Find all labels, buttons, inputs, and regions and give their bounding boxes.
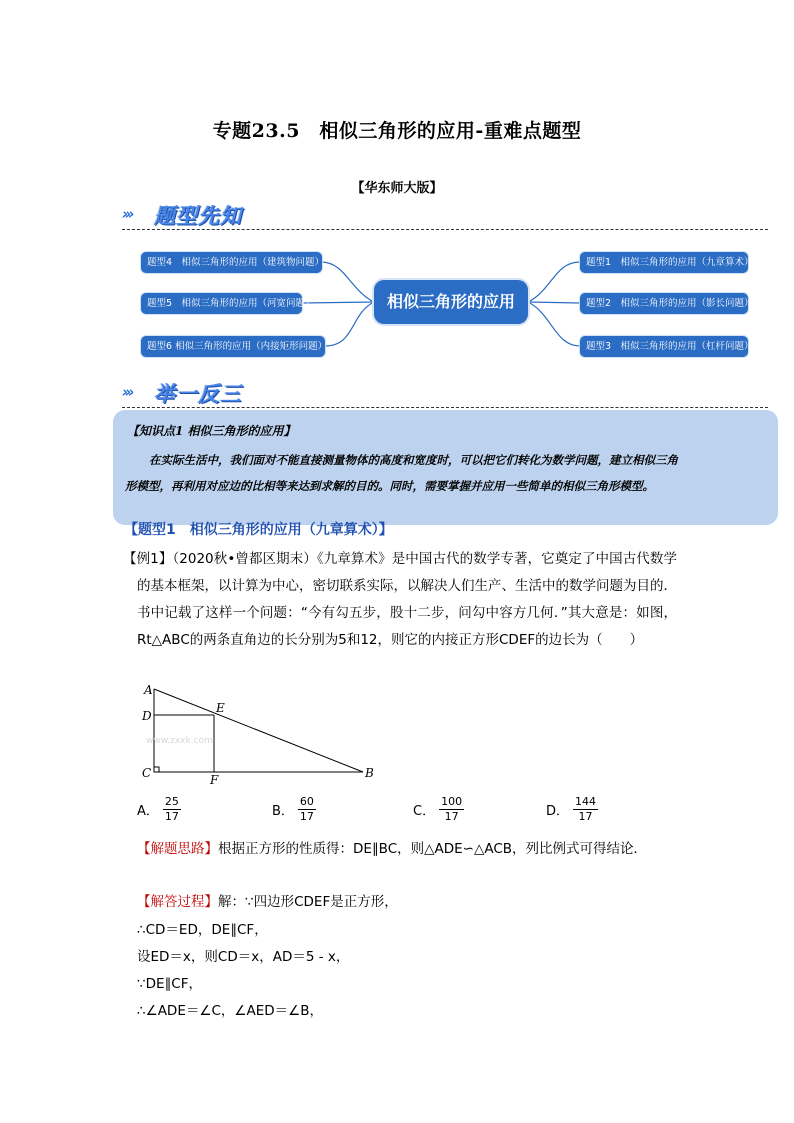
mindmap-node-type5: 题型5 相似三角形的应用（河宽问题） (141, 293, 302, 314)
knowledge-heading: 【知识点1 相似三角形的应用】 (127, 424, 296, 438)
connector-line (528, 262, 580, 302)
choice-c[interactable] (413, 795, 464, 824)
denominator: 17 (578, 810, 593, 823)
page-title: 专题23.5 相似三角形的应用-重难点题型 (212, 120, 582, 142)
solution-line: ∵DE∥CF， (137, 976, 202, 992)
mindmap-node-type4: 题型4 相似三角形的应用（建筑物问题） (141, 252, 322, 273)
label-e: E (216, 701, 225, 715)
edition-label: 【华东师大版】 (351, 181, 443, 196)
right-angle-mark (154, 767, 159, 772)
solution-line: ∴∠ADE＝∠C，∠AED＝∠B， (137, 1003, 324, 1019)
mindmap-node-type3: 题型3 相似三角形的应用（杠杆问题） (580, 336, 748, 357)
numerator: 25 (164, 795, 179, 808)
denominator: 17 (444, 810, 459, 823)
dashed-divider (122, 407, 768, 408)
choice-fraction (163, 795, 181, 824)
section-label: 题型先知 (154, 204, 242, 228)
choice-letter: D． (546, 804, 570, 819)
numerator: 144 (575, 795, 597, 808)
solution-idea-label: 【解题思路】 (137, 841, 218, 857)
knowledge-box (113, 410, 778, 525)
hypotenuse-ab (154, 689, 363, 772)
knowledge-paragraph: 在实际生活中，我们面对不能直接测量物体的高度和宽度时，可以把它们转化为数学问题，建立相似三角形模型，再利用对应边的比相等来达到求解的目的。同时，需要掌握并应用一些简单的相似三角形模型。 (125, 453, 678, 493)
label-d: D (142, 709, 152, 723)
solution-idea (137, 836, 677, 862)
connector-line (528, 302, 580, 303)
label-f: F (210, 773, 219, 787)
choice-d[interactable] (546, 795, 598, 824)
triple-arrow-icon: ››› (122, 383, 132, 401)
connector-line (325, 302, 374, 346)
numerator: 60 (299, 795, 314, 808)
section-label: 举一反三 (154, 382, 242, 406)
connector-line (321, 262, 374, 302)
choice-fraction (439, 795, 464, 824)
triangle-figure (138, 682, 383, 787)
mindmap-node-type2: 题型2 相似三角形的应用（影长问题） (580, 293, 748, 314)
question-type-heading: 【题型1 相似三角形的应用（九章算术）】 (124, 522, 393, 538)
choice-letter: C． (413, 804, 436, 819)
example-problem (123, 546, 677, 654)
mindmap-center: 相似三角形的应用 (374, 280, 528, 324)
connector-line (528, 302, 580, 346)
choice-b[interactable] (272, 795, 316, 824)
numerator: 100 (441, 795, 463, 808)
solution-line: ∴CD＝ED，DE∥CF， (137, 922, 268, 938)
choice-letter: A． (137, 804, 159, 819)
section-header-practice (122, 378, 768, 408)
example-text: 【例1】（2020秋•曾都区期末）《九章算术》是中国古代的数学专著，它奠定了中国古代数学的基本框架，以计算为中心，密切联系实际，以解决人们生产、生活中的数学问题为目的．书中记载了这样一个问题：“今有勾五步，股十二步，问勾中容方几何．”其大意是：如图，Rt△ABC的两条直角边的长分别为5和12，则它的内接正方形CDEF的边长为（ ） (123, 551, 677, 648)
triple-arrow-icon: ››› (122, 205, 132, 223)
watermark: www.zxxk.com (146, 736, 213, 746)
solution-line: 设ED＝x，则CD＝x，AD＝5 - x， (137, 949, 350, 965)
denominator: 17 (299, 810, 314, 823)
mindmap-node-type1: 题型1 相似三角形的应用（九章算术） (580, 252, 748, 273)
solution-process-first: 解：∵四边形CDEF是正方形， (218, 894, 398, 910)
choice-letter: B． (272, 804, 294, 819)
label-c: C (142, 766, 152, 780)
solution-idea-text: 根据正方形的性质得：DE∥BC，则△ADE∽△ACB，列比例式可得结论． (218, 841, 648, 857)
choice-fraction (298, 795, 316, 824)
choice-fraction (573, 795, 598, 824)
mindmap-node-type6: 题型6 相似三角形的应用（内接矩形问题） (141, 336, 325, 357)
choice-a[interactable] (137, 795, 181, 824)
solution-process (137, 889, 398, 915)
denominator: 17 (164, 810, 179, 823)
label-b: B (365, 766, 374, 780)
solution-process-label: 【解答过程】 (137, 894, 218, 910)
label-a: A (144, 683, 153, 697)
